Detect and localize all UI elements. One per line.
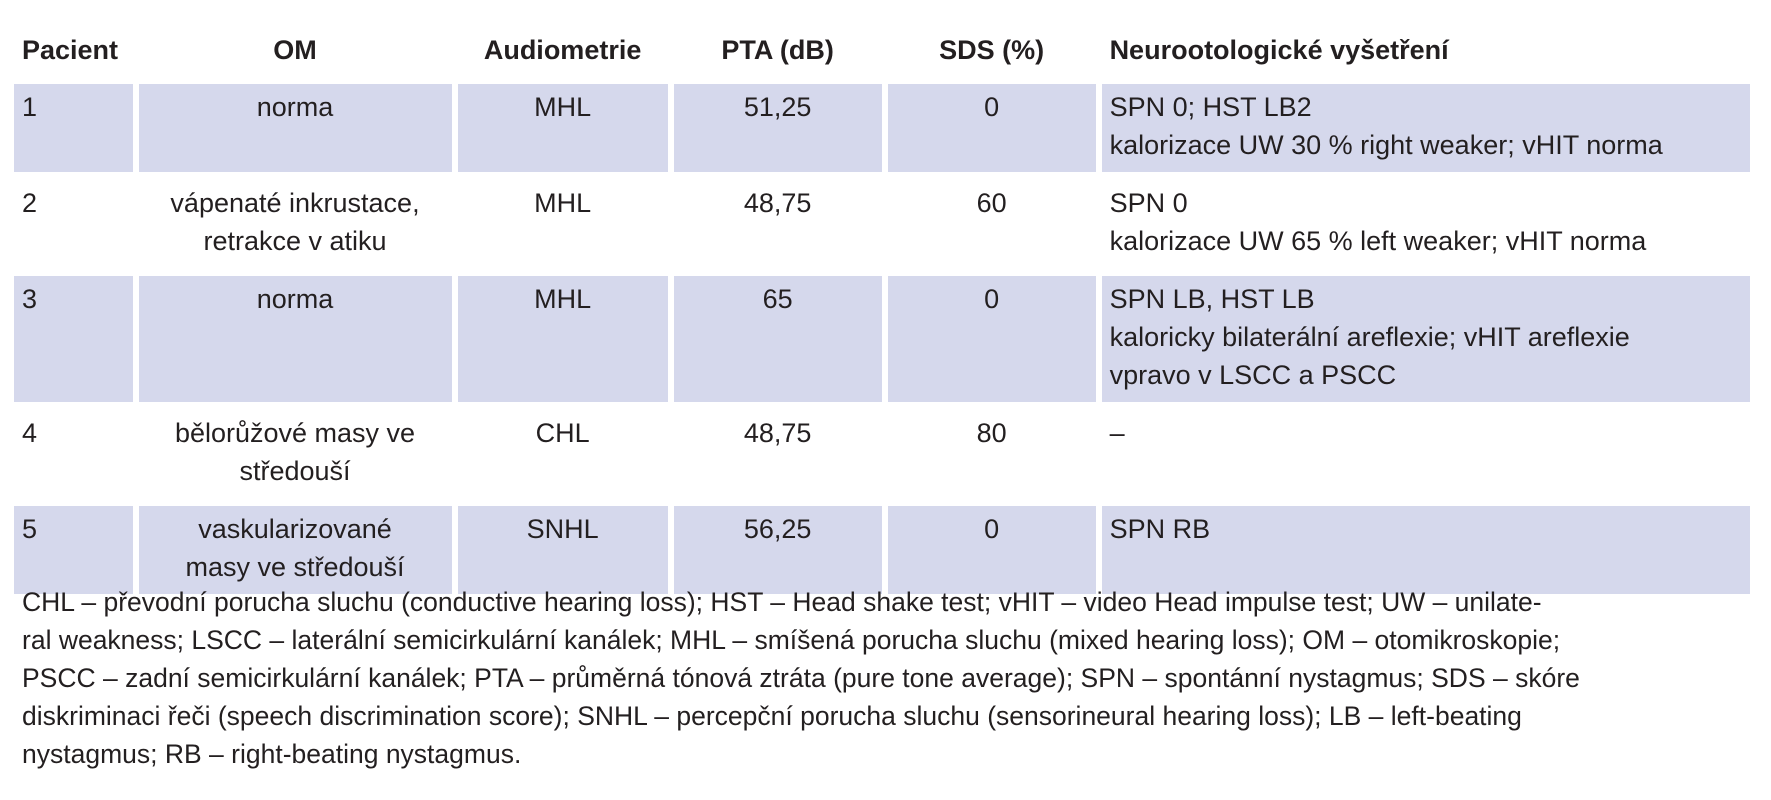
cell-audiometrie: CHL xyxy=(535,418,590,448)
table-row xyxy=(14,506,1750,594)
cell-om-line: vaskularizované xyxy=(198,514,392,544)
footnote-line: diskriminaci řeči (speech discrimination score); SNHL – percepční porucha sluchu (sensorineural hearing loss); LB – left-beating xyxy=(22,701,1522,731)
cell-neuro-line: – xyxy=(1109,418,1125,448)
cell-neuro xyxy=(1102,506,1750,594)
cell-pacient: 1 xyxy=(14,84,133,172)
cell-sds: 60 xyxy=(976,188,1007,218)
header-neuro: Neurootologické vyšetření xyxy=(1109,35,1449,65)
cell-neuro xyxy=(1102,410,1750,498)
cell-neuro-line: vpravo v LSCC a PSCC xyxy=(1109,360,1397,390)
cell-pta: 56,25 xyxy=(674,506,882,594)
cell-neuro-line: kalorizace UW 30 % right weaker; vHIT norma xyxy=(1109,130,1663,160)
cell-neuro-line: SPN 0; HST LB2 xyxy=(1109,92,1312,122)
header-sds: SDS (%) xyxy=(939,35,1045,65)
cell-om-line: masy ve středouší xyxy=(185,552,405,582)
cell-neuro xyxy=(1102,84,1750,172)
footnote-line: CHL – převodní porucha sluchu (conductive hearing loss); HST – Head shake test; vHIT – video Head impulse test; UW – unilate- xyxy=(22,587,1542,617)
cell-sds: 0 xyxy=(888,276,1096,402)
header-om: OM xyxy=(273,35,317,65)
cell-om-line: norma xyxy=(256,284,334,314)
cell-audiometrie: MHL xyxy=(458,84,668,172)
cell-om-line: retrakce v atiku xyxy=(203,226,387,256)
footnote-line: nystagmus; RB – right-beating nystagmus. xyxy=(22,739,522,769)
cell-neuro-line: kaloricky bilaterální areflexie; vHIT areflexie xyxy=(1109,322,1630,352)
cell-neuro xyxy=(1102,180,1750,268)
cell-neuro-line: SPN LB, HST LB xyxy=(1109,284,1315,314)
cell-om xyxy=(139,506,452,594)
cell-pacient: 3 xyxy=(14,276,133,402)
cell-om xyxy=(139,84,452,172)
cell-pacient: 2 xyxy=(22,188,38,218)
cell-audiometrie: SNHL xyxy=(458,506,668,594)
patient-table xyxy=(8,16,1756,602)
cell-sds: 80 xyxy=(976,418,1007,448)
header-audiometrie: Audiometrie xyxy=(483,35,642,65)
cell-pacient: 5 xyxy=(14,506,133,594)
cell-neuro-line: SPN RB xyxy=(1109,514,1211,544)
table-row xyxy=(14,410,1750,498)
cell-om xyxy=(139,410,452,498)
cell-om xyxy=(139,276,452,402)
cell-neuro-line: SPN 0 xyxy=(1109,188,1188,218)
footnote-line: ral weakness; LSCC – laterální semicirkulární kanálek; MHL – smíšená porucha sluchu (mixed hearing loss); OM – otomikroskopie; xyxy=(22,625,1561,655)
header-pacient: Pacient xyxy=(22,35,119,65)
cell-audiometrie: MHL xyxy=(534,188,592,218)
cell-audiometrie: MHL xyxy=(458,276,668,402)
cell-sds: 0 xyxy=(888,506,1096,594)
cell-neuro xyxy=(1102,276,1750,402)
table-row xyxy=(14,180,1750,268)
table-footnote xyxy=(22,583,1752,773)
header-pta: PTA (dB) xyxy=(721,35,834,65)
cell-pacient: 4 xyxy=(22,418,38,448)
cell-om-line: vápenaté inkrustace, xyxy=(170,188,420,218)
cell-neuro-line: kalorizace UW 65 % left weaker; vHIT norma xyxy=(1109,226,1647,256)
table-row xyxy=(14,276,1750,402)
cell-om-line: středouší xyxy=(239,456,351,486)
cell-pta: 48,75 xyxy=(743,418,812,448)
footnote-line: PSCC – zadní semicirkulární kanálek; PTA – průměrná tónová ztráta (pure tone average); SPN – spontánní nystagmus; SDS – skóre xyxy=(22,663,1580,693)
cell-pta: 65 xyxy=(674,276,882,402)
cell-pta: 51,25 xyxy=(674,84,882,172)
cell-om-line: bělorůžové masy ve xyxy=(174,418,416,448)
table-row xyxy=(14,84,1750,172)
cell-pta: 48,75 xyxy=(743,188,812,218)
cell-sds: 0 xyxy=(888,84,1096,172)
table-header-row xyxy=(14,24,1750,76)
cell-om xyxy=(139,180,452,268)
cell-om-line: norma xyxy=(256,92,334,122)
